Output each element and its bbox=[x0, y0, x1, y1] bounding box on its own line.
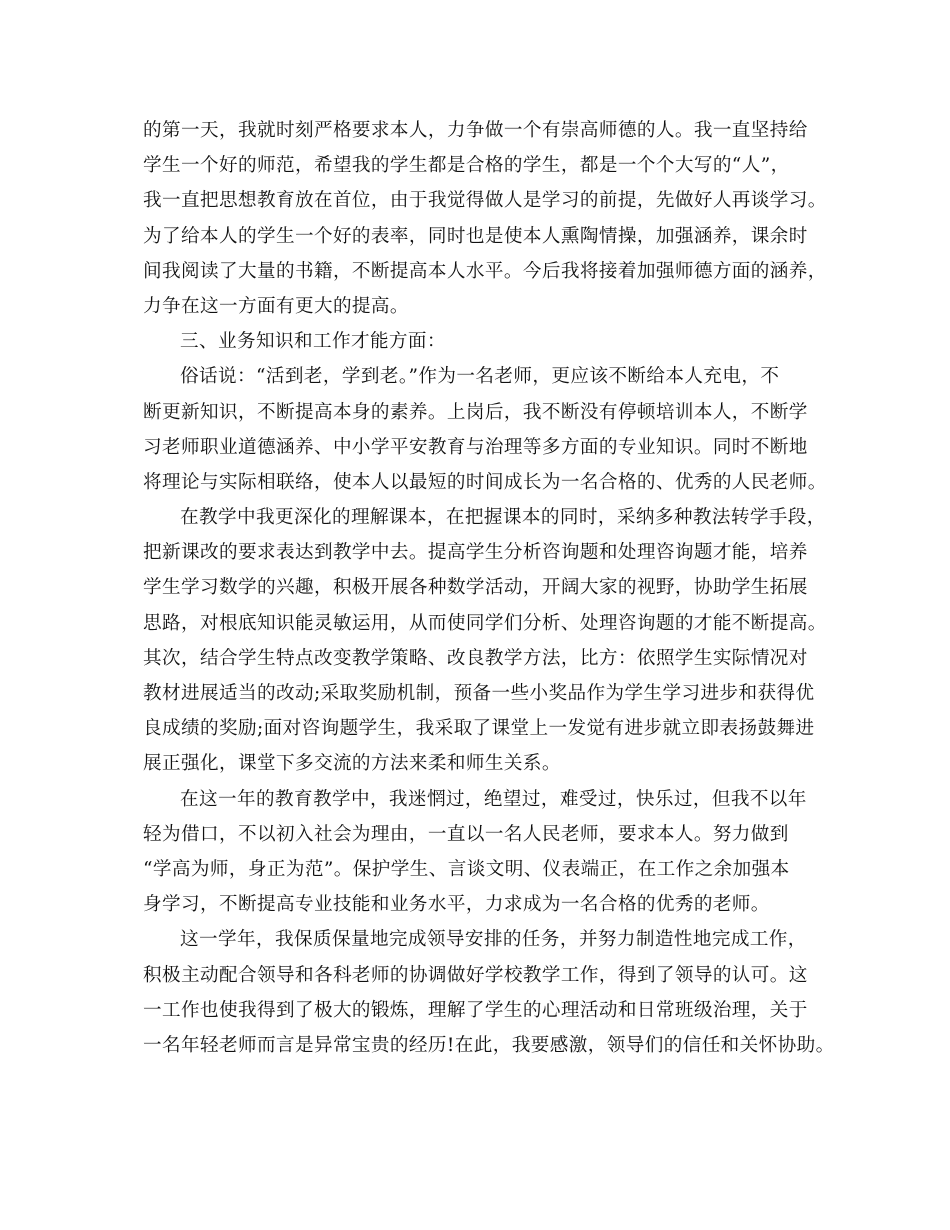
text-line: 习老师职业道德涵养、中小学平安教育与治理等多方面的专业知识。同时不断地 bbox=[143, 436, 808, 458]
text-line: 的第一天，我就时刻严格要求本人，力争做一个有崇高师德的人。我一直坚持给 bbox=[143, 120, 808, 141]
text-line: 一工作也使我得到了极大的锻炼，理解了学生的心理活动和日常班级治理，关于 bbox=[143, 999, 808, 1021]
text-line: 力争在这一方面有更大的提高。 bbox=[143, 295, 409, 317]
text-line: 俗话说：“活到老，学到老。”作为一名老师，更应该不断给本人充电，不 bbox=[180, 366, 780, 388]
document-body bbox=[143, 113, 833, 1063]
text-line: 轻为借口，不以初入社会为理由，一直以一名人民老师，要求本人。努力做到 bbox=[143, 823, 789, 845]
text-line: 思路，对根底知识能灵敏运用，从而使同学们分析、处理咨询题的才能不断提高。 bbox=[143, 612, 827, 634]
text-line: 学生一个好的师范，希望我的学生都是合格的学生，都是一个个大写的“人”， bbox=[143, 155, 790, 177]
text-line: 教材进展适当的改动;采取奖励机制，预备一些小奖品作为学生学习进步和获得优 bbox=[143, 683, 815, 704]
text-line: 这一学年，我保质保量地完成领导安排的任务，并努力制造性地完成工作， bbox=[180, 929, 807, 951]
text-line: 展正强化，课堂下多交流的方法来柔和师生关系。 bbox=[143, 753, 561, 775]
text-line: 将理论与实际相联络，使本人以最短的时间成长为一名合格的、优秀的人民老师。 bbox=[143, 471, 827, 493]
text-line: 在这一年的教育教学中，我迷惘过，绝望过，难受过，快乐过，但我不以年 bbox=[180, 788, 807, 810]
text-line: “学高为师，身正为范”。保护学生、言谈文明、仪表端正，在工作之余加强本 bbox=[143, 858, 790, 880]
text-line: 积极主动配合领导和各科老师的协调做好学校教学工作，得到了领导的认可。这 bbox=[143, 964, 808, 986]
text-line: 一名年轻老师而言是异常宝贵的经历!在此，我要感激，领导们的信任和关怀协助。 bbox=[143, 1034, 835, 1056]
text-line: 良成绩的奖励;面对咨询题学生，我采取了课堂上一发觉有进步就立即表扬鼓舞进 bbox=[143, 718, 815, 740]
text-line: 我一直把思想教育放在首位，由于我觉得做人是学习的前提，先做好人再谈学习。 bbox=[143, 190, 827, 212]
text-line: 断更新知识，不断提高本身的素养。上岗后，我不断没有停顿培训本人，不断学 bbox=[143, 401, 808, 423]
text-line: 为了给本人的学生一个好的表率，同时也是使本人熏陶情操，加强涵养，课余时 bbox=[143, 225, 808, 247]
text-line: 在教学中我更深化的理解课本，在把握课本的同时，采纳多种教法转学手段， bbox=[180, 507, 826, 529]
text-line: 身学习，不断提高专业技能和业务水平，力求成为一名合格的优秀的老师。 bbox=[143, 894, 770, 916]
text-line: 三、业务知识和工作才能方面： bbox=[180, 331, 446, 353]
text-line: 把新课改的要求表达到教学中去。提高学生分析咨询题和处理咨询题才能，培养 bbox=[143, 542, 808, 564]
text-line: 其次，结合学生特点改变教学策略、改良教学方法，比方：依照学生实际情况对 bbox=[143, 647, 808, 669]
text-line: 间我阅读了大量的书籍，不断提高本人水平。今后我将接着加强师德方面的涵养， bbox=[143, 260, 827, 282]
text-line: 学生学习数学的兴趣，积极开展各种数学活动，开阔大家的视野，协助学生拓展 bbox=[143, 577, 808, 599]
